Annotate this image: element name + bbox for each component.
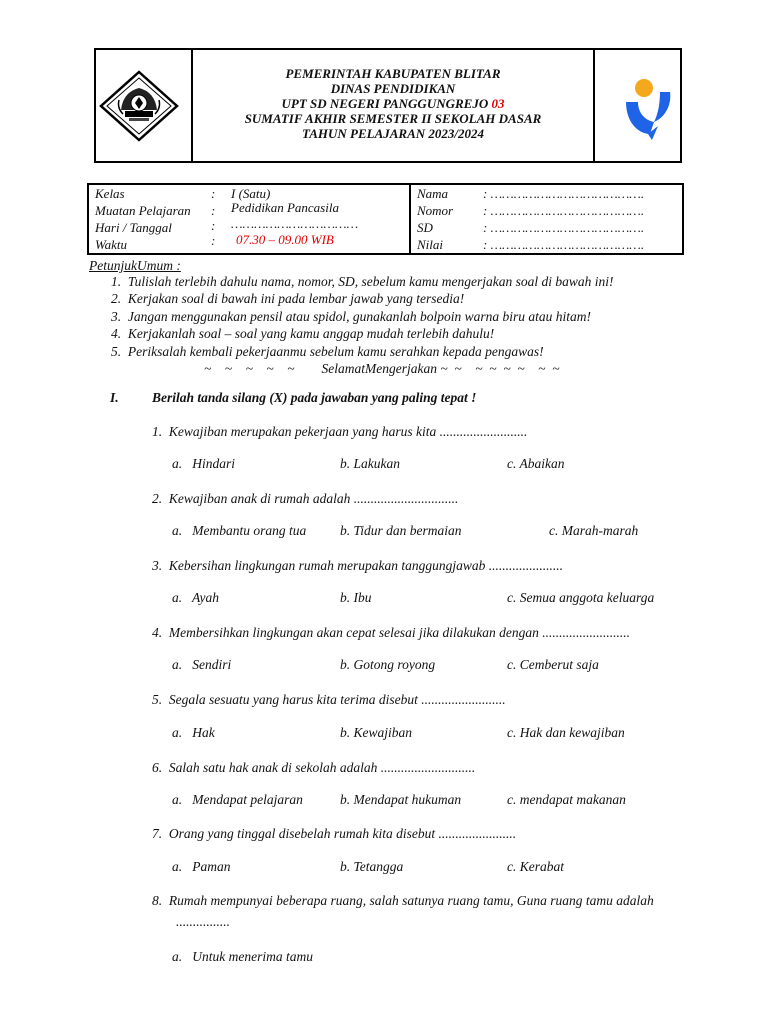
option-8a[interactable]: a. Untuk menerima tamu [172,949,313,964]
label-hari: Hari / Tanggal [95,220,172,235]
instruction-item: 3. Jangan menggunakan pensil atau spidol, gunakanlah bolpoin warna biru atau hitam! [111,309,591,324]
value-waktu: 07.30 – 09.00 WIB [236,232,334,247]
value-nomor[interactable]: : …………………………………. [483,203,645,218]
header-divider-right [593,50,595,161]
value-muatan: Pedidikan Pancasila [231,200,339,215]
closing-greeting: ~ ~ ~ ~ ~ SelamatMengerjakan ~ ~ ~ ~ ~ ~ ~ ~ [204,361,560,376]
student-info-box [87,183,684,255]
question-8: 8. Rumah mempunyai beberapa ruang, salah satunya ruang tamu, Guna ruang tamu adalah [152,893,654,908]
option-7b[interactable]: b. Tetangga [340,859,404,874]
option-6a[interactable]: a. Mendapat pelajaran [172,792,303,807]
colon-waktu: : [211,233,216,248]
label-nilai: Nilai [417,237,444,252]
colon-muatan: : [211,203,216,218]
option-6c[interactable]: c. mendapat makanan [507,792,626,807]
header-titles [193,66,593,141]
question-8-blank: ................ [176,914,230,929]
value-nilai[interactable]: : …………………………………. [483,237,645,252]
question-4: 4. Membersihkan lingkungan akan cepat selesai jika dilakukan dengan .......................... [152,625,631,640]
label-nama: Nama [417,186,449,201]
label-sd: SD [417,220,433,235]
question-5: 5. Segala sesuatu yang harus kita terima disebut ......................... [152,692,506,707]
option-4a[interactable]: a. Sendiri [172,657,232,672]
option-5b[interactable]: b. Kewajiban [340,725,413,740]
merdeka-belajar-logo-icon [618,72,678,142]
instruction-item: 4. Kerjakanlah soal – soal yang kamu anggap mudah terlebih dahulu! [111,326,495,341]
question-6: 6. Salah satu hak anak di sekolah adalah ............................ [152,760,476,775]
option-5a[interactable]: a. Hak [172,725,215,740]
option-1c[interactable]: c. Abaikan [507,456,565,471]
option-3b[interactable]: b. Ibu [340,590,372,605]
question-3: 3. Kebersihan lingkungan rumah merupakan tanggungjawab ...................... [152,558,563,573]
question-1: 1. Kewajiban merupakan pekerjaan yang harus kita .......................... [152,424,528,439]
instruction-item: 5. Periksalah kembali pekerjaanmu sebelum kamu serahkan kepada pengawas! [111,344,544,359]
option-3c[interactable]: c. Semua anggota keluarga [507,590,655,605]
regency-seal-icon [99,70,179,142]
school-name: UPT SD NEGERI PANGGUNGREJO [281,96,492,111]
option-5c[interactable]: c. Hak dan kewajiban [507,725,625,740]
label-kelas: Kelas [95,186,125,201]
colon-hari: : [211,218,216,233]
header-line-5: TAHUN PELAJARAN 2023/2024 [301,126,485,141]
info-divider [409,185,411,253]
option-7a[interactable]: a. Paman [172,859,231,874]
document-header [94,48,682,163]
option-1a[interactable]: a. Hindari [172,456,236,471]
label-nomor: Nomor [417,203,454,218]
header-line-4: SUMATIF AKHIR SEMESTER II SEKOLAH DASAR [244,111,542,126]
instructions-title: PetunjukUmum : [89,258,181,273]
header-line-2: DINAS PENDIDIKAN [330,81,456,96]
option-4c[interactable]: c. Cemberut saja [507,657,599,672]
option-2c[interactable]: c. Marah-marah [549,523,639,538]
school-number: 03 [491,96,505,111]
question-7: 7. Orang yang tinggal disebelah rumah kita disebut ....................... [152,826,517,841]
header-line-3 [193,96,593,111]
option-3a[interactable]: a. Ayah [172,590,219,605]
instruction-item: 1. Tulislah terlebih dahulu nama, nomor, SD, sebelum kamu mengerjakan soal di bawah ini! [111,274,614,289]
option-2a[interactable]: a. Membantu orang tua [172,523,307,538]
option-4b[interactable]: b. Gotong royong [340,657,436,672]
header-line-1: PEMERINTAH KABUPATEN BLITAR [285,66,501,81]
option-2b[interactable]: b. Tidur dan bermaian [340,523,462,538]
label-waktu: Waktu [95,237,128,252]
value-hari: …………………………… [231,216,359,231]
value-sd[interactable]: : …………………………………. [483,220,645,235]
colon-kelas: : [211,186,216,201]
option-7c[interactable]: c. Kerabat [507,859,564,874]
option-1b[interactable]: b. Lakukan [340,456,400,471]
value-kelas: I (Satu) [231,186,271,201]
instruction-item: 2. Kerjakan soal di bawah ini pada lembar jawab yang tersedia! [111,291,465,306]
label-muatan: Muatan Pelajaran [95,203,191,218]
section-number: I. [110,390,119,405]
section-title: Berilah tanda silang (X) pada jawaban yang paling tepat ! [152,390,477,405]
option-6b[interactable]: b. Mendapat hukuman [340,792,462,807]
value-nama[interactable]: : …………………………………. [483,186,645,201]
question-2: 2. Kewajiban anak di rumah adalah ............................... [152,491,459,506]
